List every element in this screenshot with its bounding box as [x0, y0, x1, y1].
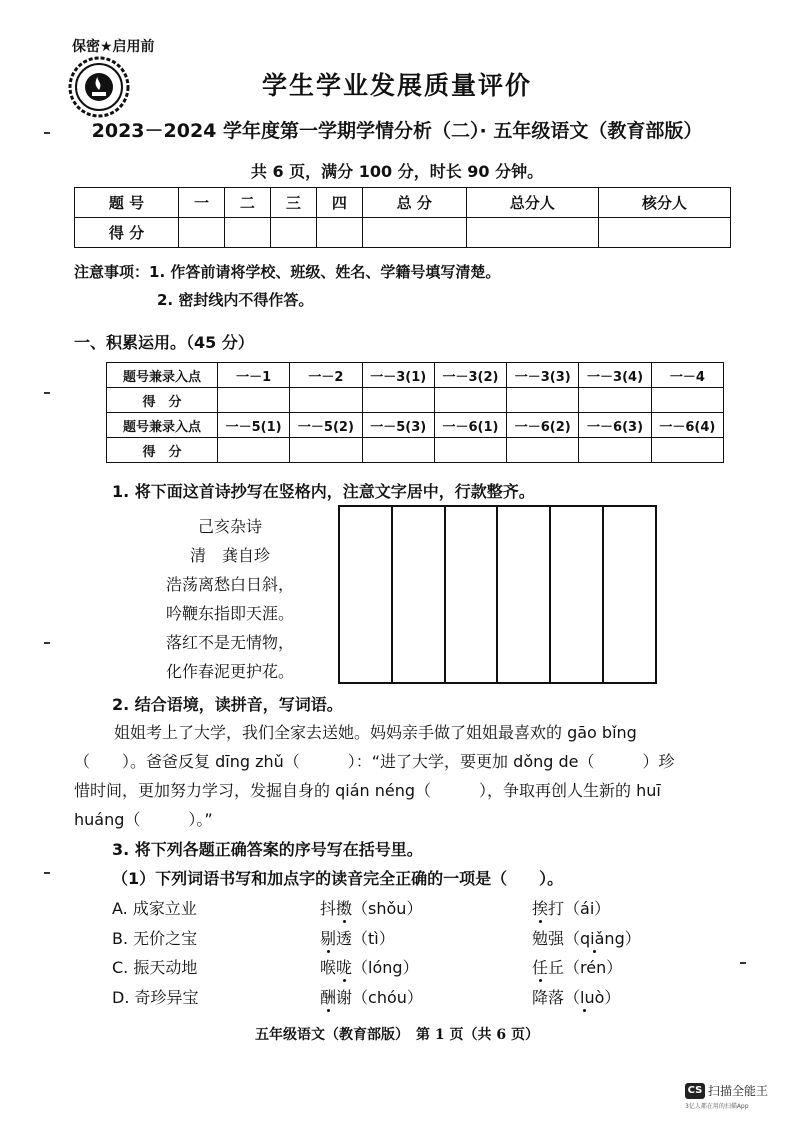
option-a-word: A. 成家立业: [112, 899, 197, 918]
entry-cell: 一－3(2): [434, 363, 506, 388]
entry-cell: 一－3(1): [362, 363, 434, 388]
entry-score-row: [107, 388, 724, 413]
dotted-char-pinyin: 强（qiǎng）: [548, 929, 641, 948]
score-input-cell[interactable]: [316, 218, 362, 248]
char: 抖: [320, 899, 337, 918]
passage-text: （ ），争取再创人生新的: [415, 781, 637, 800]
page-footer: 五年级语文（教育部版） 第 1 页（共 6 页）: [255, 1027, 539, 1043]
entry-score-cell[interactable]: [290, 388, 362, 413]
entry-cell: 一－6(2): [507, 413, 579, 438]
dotted-char: 酬: [320, 988, 337, 1007]
entry-score-cell[interactable]: [218, 438, 290, 463]
entry-score-cell[interactable]: [434, 388, 506, 413]
score-header-cell: 一: [178, 188, 224, 218]
char: 勉: [532, 929, 549, 948]
score-header-cell: 三: [270, 188, 316, 218]
passage-text: （ ）。爸爸反复: [74, 752, 216, 771]
dotted-char: 剔: [320, 929, 337, 948]
option-b-middle: [320, 926, 395, 949]
entry-row: [107, 363, 724, 388]
pinyin: （shǒu）: [352, 899, 423, 918]
question-3-prompt: 3. 将下列各题正确答案的序号写在括号里。: [112, 840, 423, 859]
score-header-cell: 总 分: [362, 188, 466, 218]
page-title: 学生学业发展质量评价: [261, 71, 532, 100]
score-input-cell[interactable]: [270, 218, 316, 248]
dotted-char-pinyin: 落（luò）: [548, 988, 621, 1007]
option-c-right: [532, 955, 622, 978]
entry-cell: 一－3(4): [579, 363, 651, 388]
pinyin: huáng: [74, 810, 125, 829]
notes-line-2: 2. 密封线内不得作答。: [157, 291, 314, 309]
entry-score-label: 得 分: [107, 388, 218, 413]
dotted-char: 咙: [336, 958, 353, 977]
entry-cell: 一－2: [290, 363, 362, 388]
camscanner-logo-icon: CS: [685, 1083, 705, 1099]
writing-column[interactable]: [444, 507, 497, 682]
score-input-cell[interactable]: [362, 218, 466, 248]
pinyin: dǒng de: [513, 752, 579, 771]
question-2-prompt: 2. 结合语境，读拼音，写词语。: [112, 695, 343, 714]
char-pinyin: 打（ái）: [548, 899, 611, 918]
score-header-cell: 核分人: [598, 188, 730, 218]
passage-line: [74, 776, 734, 805]
passage-text: （ ）：“进了大学，要更加: [283, 752, 514, 771]
entry-cell: 一－6(4): [651, 413, 723, 438]
char: 降: [532, 988, 549, 1007]
entry-table: [106, 362, 724, 463]
passage-line: [74, 718, 734, 747]
option-d-right: [532, 985, 620, 1008]
option-a-middle: [320, 896, 422, 919]
vertical-writing-grid: [338, 505, 657, 684]
pinyin: （lóng）: [352, 958, 419, 977]
char: 谢: [336, 988, 353, 1007]
entry-score-cell[interactable]: [507, 438, 579, 463]
option-d-word: D. 奇珍异宝: [112, 988, 199, 1007]
score-header-cell: 总分人: [466, 188, 598, 218]
pinyin: gāo bǐng: [567, 723, 637, 742]
scan-mark: [740, 962, 746, 964]
score-input-cell[interactable]: [178, 218, 224, 248]
entry-row: [107, 413, 724, 438]
poem-line: 浩荡离愁白日斜，: [165, 575, 294, 594]
pinyin: huī: [636, 781, 661, 800]
entry-score-cell[interactable]: [651, 388, 723, 413]
option-b-right: [532, 926, 641, 949]
poem-author: 清 龚自珍: [189, 546, 270, 565]
dotted-char: 任: [532, 958, 549, 977]
passage-line: [74, 805, 734, 834]
poem-line: 吟鞭东指即天涯。: [165, 604, 294, 623]
score-header-cell: 题 号: [75, 188, 179, 218]
entry-score-cell[interactable]: [290, 438, 362, 463]
exam-info: 共 6 页，满分 100 分，时长 90 分钟。: [250, 162, 544, 181]
scan-mark: [44, 132, 50, 134]
dotted-char: 擞: [336, 899, 353, 918]
poem-line: 化作春泥更护花。: [165, 662, 294, 681]
question-1-prompt: 1. 将下面这首诗抄写在竖格内，注意文字居中，行款整齐。: [112, 482, 535, 501]
score-header-cell: 四: [316, 188, 362, 218]
scan-mark: [44, 872, 50, 874]
passage-text: （ ）珍: [578, 752, 675, 771]
entry-score-row: [107, 438, 724, 463]
score-input-cell[interactable]: [598, 218, 730, 248]
entry-label: 题号兼录入点: [107, 363, 218, 388]
writing-column[interactable]: [549, 507, 602, 682]
pinyin: （tì）: [352, 929, 395, 948]
entry-score-cell[interactable]: [434, 438, 506, 463]
score-table-score-row: [75, 218, 731, 248]
score-input-cell[interactable]: [224, 218, 270, 248]
question-3-1-prompt: （1）下列词语书写和加点字的读音完全正确的一项是（ ）。: [112, 869, 564, 888]
watermark-tagline: 3亿人都在用的扫描App: [685, 1103, 749, 1110]
pinyin: （chóu）: [352, 988, 423, 1007]
dotted-char: 挨: [532, 899, 549, 918]
entry-cell: 一－3(3): [507, 363, 579, 388]
passage-line: [74, 747, 734, 776]
entry-cell: 一－1: [218, 363, 290, 388]
scan-mark: [44, 392, 50, 394]
char-pinyin: 丘（rén）: [548, 958, 623, 977]
entry-cell: 一－5(3): [362, 413, 434, 438]
writing-column[interactable]: [602, 507, 655, 682]
section-1-title: 一、积累运用。（45 分）: [74, 333, 254, 352]
entry-score-label: 得 分: [107, 438, 218, 463]
pinyin: qián néng: [335, 781, 416, 800]
entry-score-cell[interactable]: [579, 438, 651, 463]
score-row-label: 得 分: [75, 218, 179, 248]
option-d-middle: [320, 985, 423, 1008]
writing-column[interactable]: [340, 507, 391, 682]
passage-text: 姐姐考上了大学，我们全家去送她。妈妈亲手做了姐姐最喜欢的: [114, 723, 568, 742]
option-a-right: [532, 896, 610, 919]
exam-subtitle: 2023－2024 学年度第一学期学情分析（二）· 五年级语文（教育部版）: [91, 120, 703, 142]
scanner-watermark: [685, 1080, 768, 1110]
entry-cell: 一－4: [651, 363, 723, 388]
char: 透: [336, 929, 353, 948]
entry-score-cell[interactable]: [362, 388, 434, 413]
writing-column[interactable]: [496, 507, 549, 682]
option-c-word: C. 振天动地: [112, 958, 198, 977]
score-table: [74, 187, 731, 248]
entry-score-cell[interactable]: [651, 438, 723, 463]
poem-line: 落红不是无情物，: [165, 633, 294, 652]
passage-text: （ ）。”: [124, 810, 213, 829]
entry-score-cell[interactable]: [218, 388, 290, 413]
entry-cell: 一－6(1): [434, 413, 506, 438]
score-table-header-row: [75, 188, 731, 218]
entry-score-cell[interactable]: [362, 438, 434, 463]
char: 喉: [320, 958, 337, 977]
notes-line-1: 注意事项：1. 作答前请将学校、班级、姓名、学籍号填写清楚。: [74, 263, 501, 281]
writing-column[interactable]: [391, 507, 444, 682]
entry-cell: 一－5(2): [290, 413, 362, 438]
score-header-cell: 二: [224, 188, 270, 218]
option-c-middle: [320, 955, 419, 978]
scan-mark: [44, 642, 50, 644]
passage-text: 惜时间，更加努力学习，发掘自身的: [74, 781, 336, 800]
entry-cell: 一－5(1): [218, 413, 290, 438]
question-2-passage: [74, 718, 734, 834]
confidential-label: 保密★启用前: [72, 39, 155, 55]
entry-label: 题号兼录入点: [107, 413, 218, 438]
watermark-main: [685, 1080, 768, 1099]
pinyin: dīng zhǔ: [215, 752, 284, 771]
score-input-cell[interactable]: [466, 218, 598, 248]
option-b-word: B. 无价之宝: [112, 929, 198, 948]
entry-score-cell[interactable]: [507, 388, 579, 413]
entry-cell: 一－6(3): [579, 413, 651, 438]
poem-title: 己亥杂诗: [197, 517, 262, 536]
poem: [150, 512, 310, 686]
entry-score-cell[interactable]: [579, 388, 651, 413]
watermark-app-name: 扫描全能王: [708, 1084, 769, 1098]
